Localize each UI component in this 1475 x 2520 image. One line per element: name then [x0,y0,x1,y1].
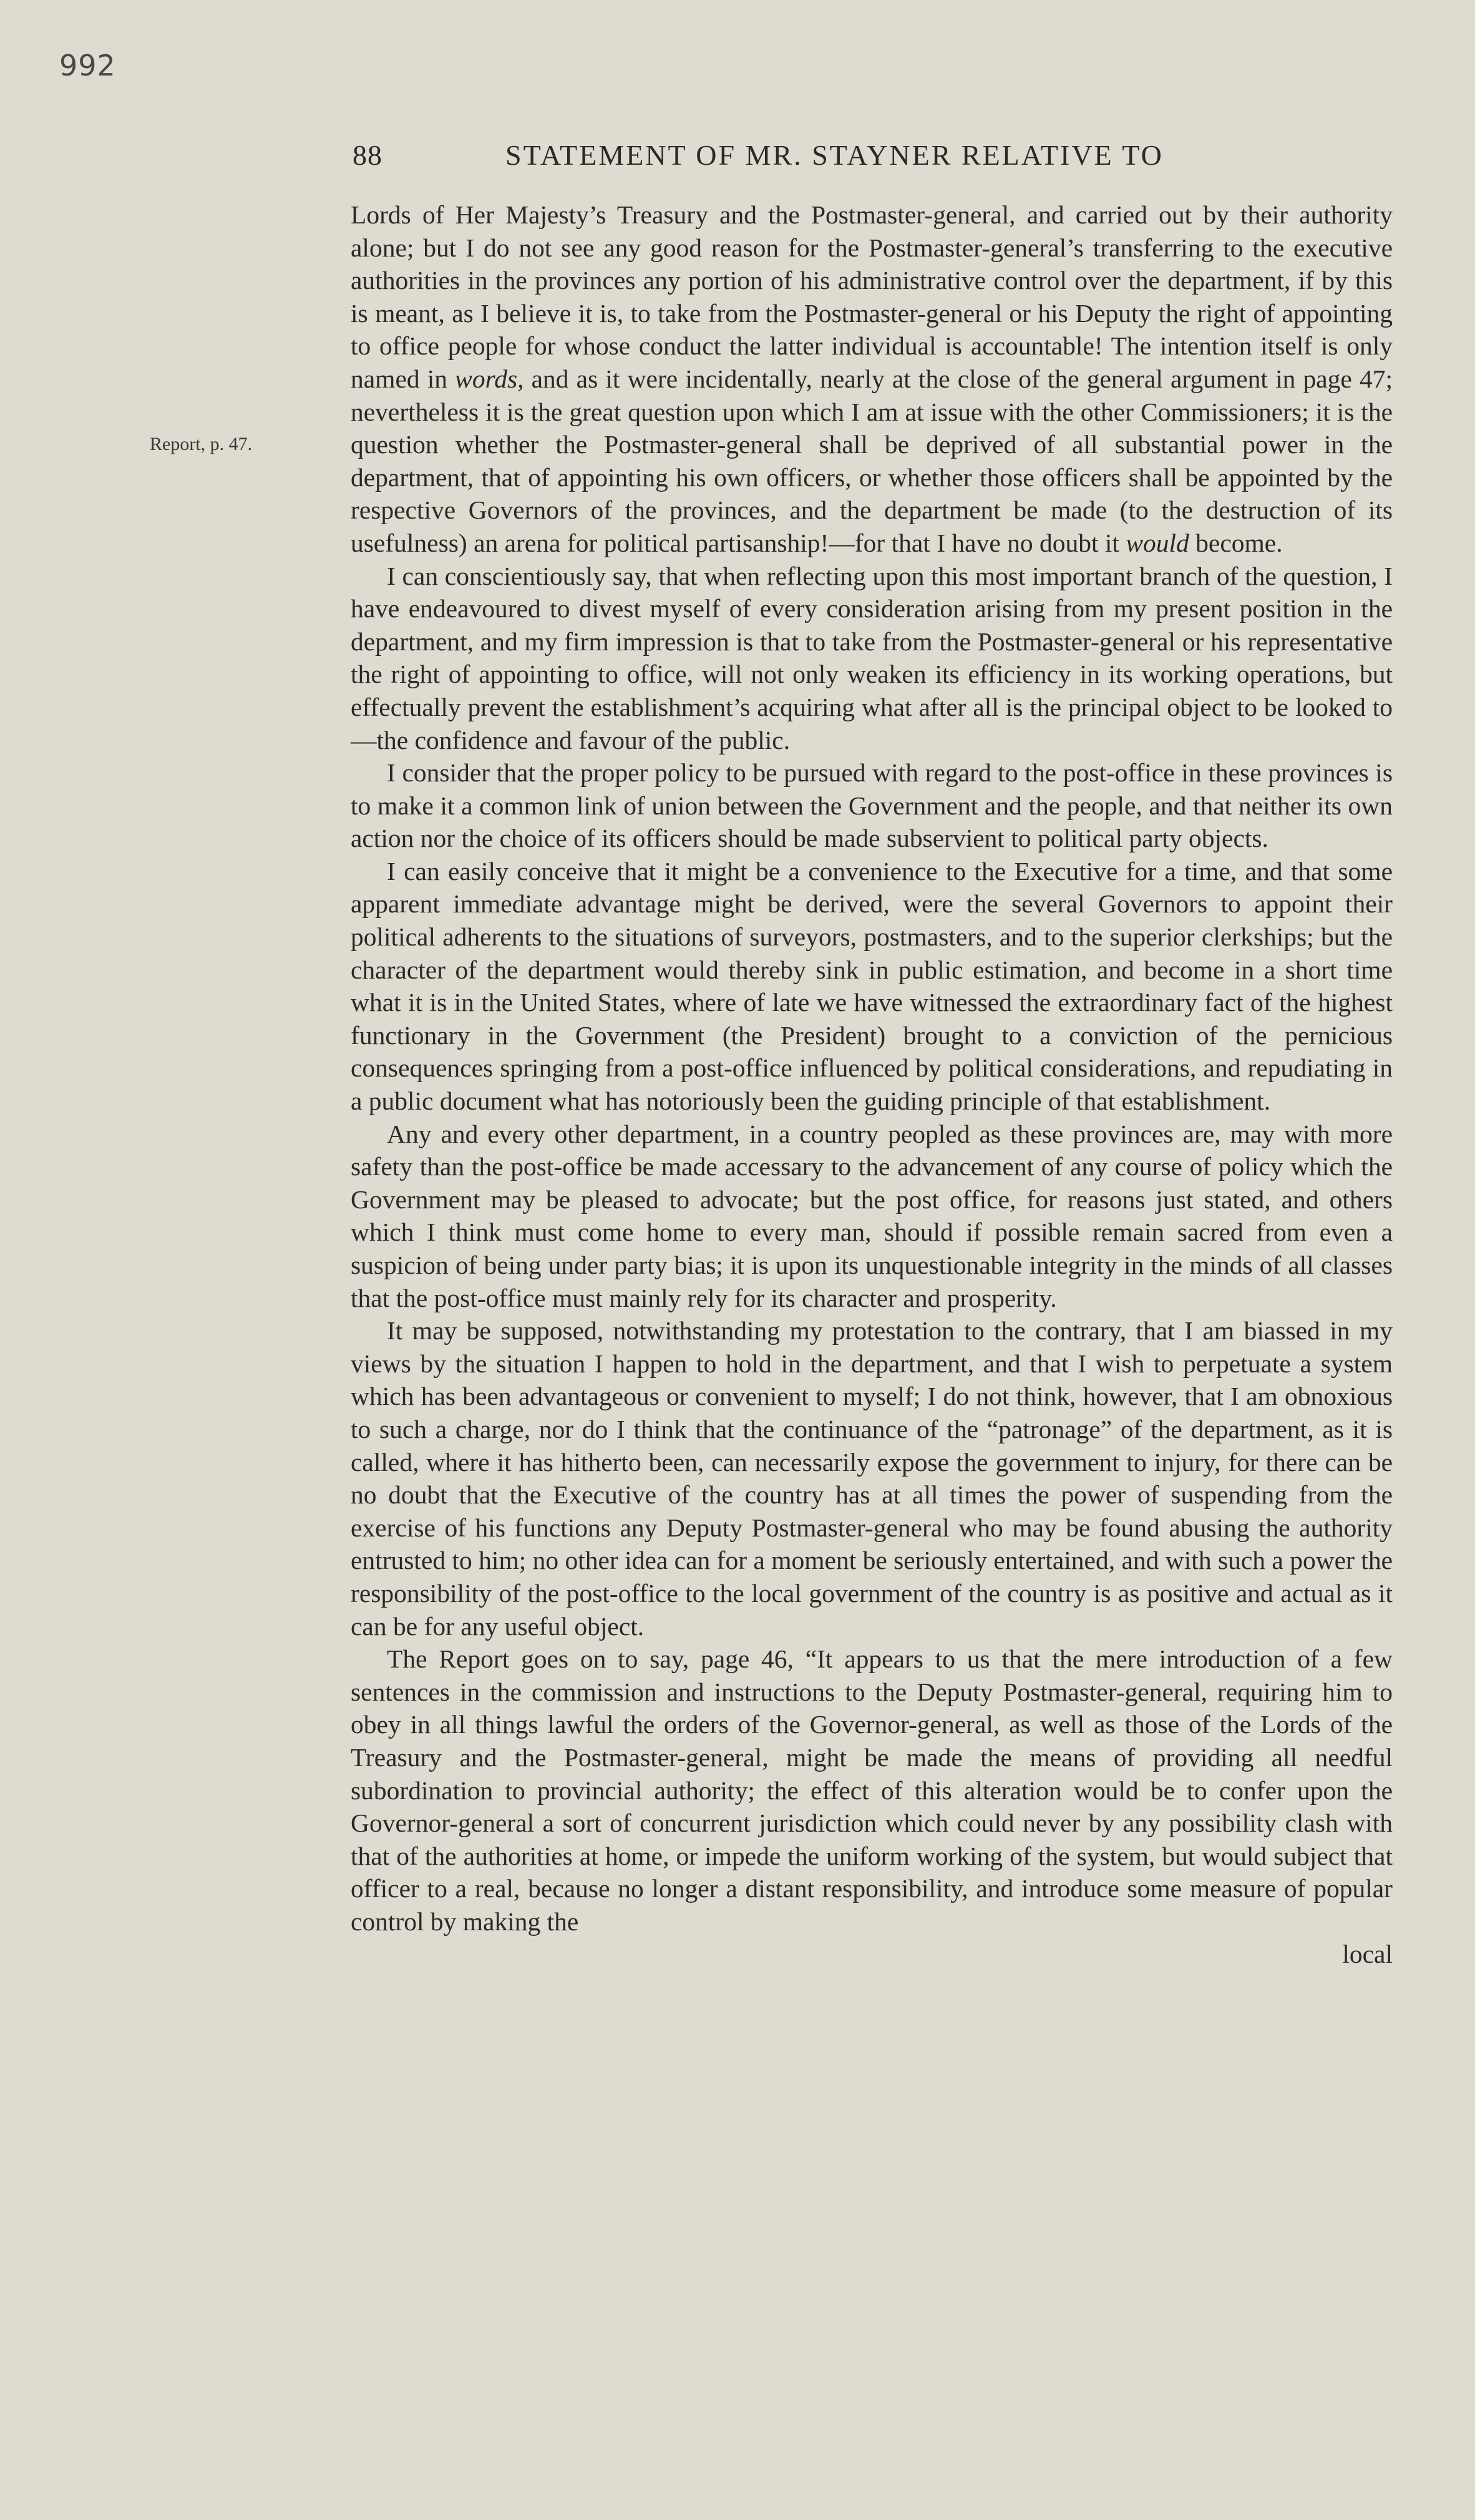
paragraph-5: Any and every other department, in a country peopled as these provinces are, may with more safety than the post-office be made accessary to the advancement of any course of policy which the Government may be pleased to advocate; but the post office, for reasons just stated, and others which I think must come home to every man, should if possible remain sacred from even a suspicion of being under party bias; it is upon its unquestionable integrity in the minds of all classes that the post-office must mainly rely for its character and prosperity. [351,1119,1393,1312]
emphasis-would: would [1126,528,1189,557]
body-text [351,198,1393,1971]
paragraph-1-pre: Lords of Her Majesty’s Treasury and the Postmaster-general, and carried out by their authority alone; but I do not see any good reason for the Postmaster-general’s transferring to the executive authorities in the provinces any portion of his administrative control over the department, if by this is meant, as I believe it is, to take from the Postmaster-general or his Deputy the right of appointing to office people for whose conduct the latter individual is accountable! The intention itself is only named in [351,200,1393,393]
paragraph-7: The Report goes on to say, page 46, “It appears to us that the mere introduction of a few sentences in the commission and instructions to the Deputy Postmaster-general, requiring him to obey in all things lawful the orders of the Governor-general, as well as those of the Lords of the Treasury and the Postmaster-general, might be made the means of providing all needful subordination to provincial authority; the effect of this alteration would be to confer upon the Governor-general a sort of concurrent jurisdiction which could never by any possibility clash with that of the authorities at home, or impede the uniform working of the system, but would subject that officer to a real, because no longer a distant responsibility, and introduce some measure of popular control by making the [351,1644,1393,1936]
header-page-number: 88 [353,139,382,171]
paragraph-3: I consider that the proper policy to be pursued with regard to the post-office in these provinces is to make it a common link of union between the Government and the people, and that neither its own action nor the choice of its officers should be made subservient to political party objects. [351,758,1393,853]
paragraph-4: I can easily conceive that it might be a convenience to the Executive for a time, and that some apparent immediate advantage might be derived, were the several Governors to appoint their political adherents to the situations of surveyors, postmasters, and to the superior clerkships; but the character of the department would thereby sink in public estimation, and become in a short time what it is in the United States, where of late we have witnessed the extraordinary fact of the highest functionary in the Government (the President) brought to a conviction of the pernicious consequences springing from a post-office influenced by political considerations, and repudiating in a public document what has notoriously been the guiding principle of that establishment. [351,856,1393,1116]
paragraph-1-post: and as it were incidentally, nearly at the close of the general argument in page 47; nevertheless it is the great question upon which I am at issue with the other Commissioners; it is the question whether the Postmaster-general shall be deprived of all substantial power in the department, that of appointing his own officers, or whether those officers shall be appointed by the respective Governors of the provinces, and the department be made (to the destruction of its usefulness) an arena for political partisanship!—for that I have no doubt it [351,364,1393,557]
folio-number: 992 [59,49,116,82]
margin-note: Report, p. 47. [150,434,253,454]
paragraph-2: I can conscientiously say, that when reflecting upon this most important branch of the question, I have endeavoured to divest myself of every consideration arising from my present position in the department, and my firm impression is that to take from the Postmaster-general or his representative the right of appointing to office, will not only weaken its efficiency in its working operations, but effectually prevent the establishment’s acquiring what after all is the principal object to be looked to—the confidence and favour of the public. [351,561,1393,755]
catchword: local [1342,1940,1393,1969]
paragraph-1 [351,198,1393,560]
paragraph-6: It may be supposed, notwithstanding my protestation to the contrary, that I am biassed in my views by the situation I happen to hold in the department, and that I wish to perpetuate a system which has been advantageous or convenient to myself; I do not think, however, that I am obnoxious to such a charge, nor do I think that the continuance of the “patronage” of the department, as it is called, where it has hitherto been, can necessarily expose the government to injury, for there can be no doubt that the Executive of the country has at all times the power of suspending from the exercise of his functions any Deputy Postmaster-general who may be found abusing the authority entrusted to him; no other idea can for a moment be seriously entertained, and with such a power the responsibility of the post-office to the local government of the country is as positive and actual as it can be for any useful object. [351,1316,1393,1641]
emphasis-words: words, [455,364,524,393]
header-title: STATEMENT OF MR. STAYNER RELATIVE TO [505,139,1164,171]
paragraph-1-end: become. [1189,528,1283,557]
